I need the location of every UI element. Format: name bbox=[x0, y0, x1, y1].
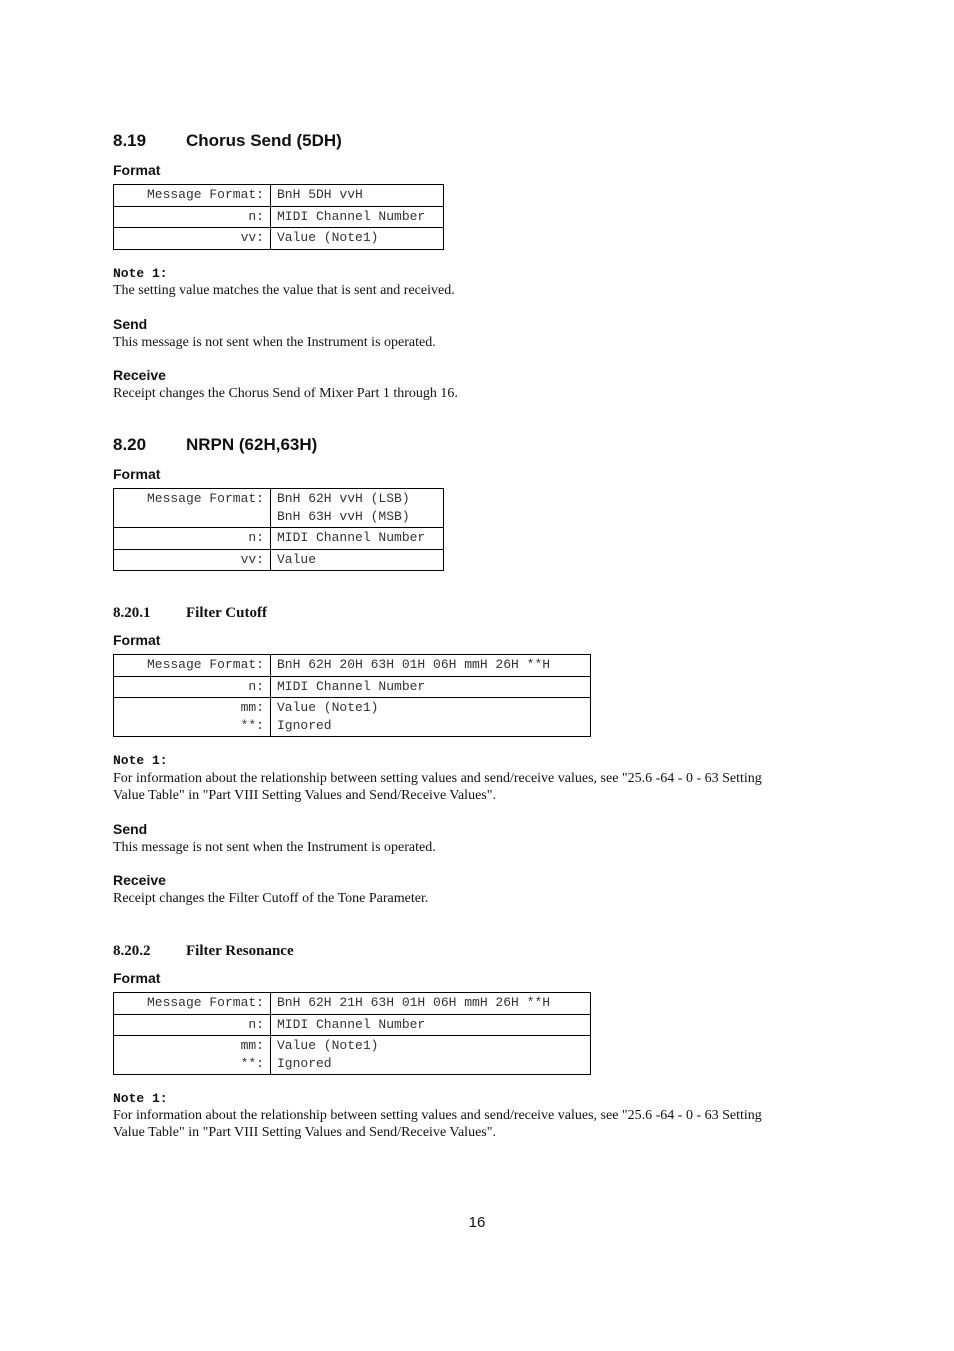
format-label: Format bbox=[113, 632, 161, 648]
table-row bbox=[114, 1014, 591, 1036]
table-row bbox=[114, 228, 444, 250]
table-key: mm: **: bbox=[114, 698, 271, 737]
table-value: Value (Note1) Ignored bbox=[271, 698, 591, 737]
section-title: Filter Cutoff bbox=[186, 605, 267, 621]
table-row bbox=[114, 698, 591, 737]
table-row bbox=[114, 528, 444, 550]
section-heading-8-19 bbox=[113, 131, 342, 151]
table-key: Message Format: bbox=[114, 185, 271, 207]
table-row bbox=[114, 206, 444, 228]
table-key: n: bbox=[114, 528, 271, 550]
section-number: 8.20.1 bbox=[113, 605, 151, 621]
receive-text: Receipt changes the Filter Cutoff of the Tone Parameter. bbox=[113, 891, 429, 906]
table-key: n: bbox=[114, 206, 271, 228]
send-text: This message is not sent when the Instrument is operated. bbox=[113, 840, 436, 855]
table-key: vv: bbox=[114, 228, 271, 250]
table-row bbox=[114, 676, 591, 698]
format-table-nrpn bbox=[113, 488, 444, 571]
section-title: Filter Resonance bbox=[186, 943, 294, 959]
format-table-chorus-send bbox=[113, 184, 444, 250]
table-value: Value bbox=[271, 549, 444, 571]
section-number: 8.20.2 bbox=[113, 943, 151, 959]
table-value: BnH 62H 21H 63H 01H 06H mmH 26H **H bbox=[271, 993, 591, 1015]
table-value: MIDI Channel Number bbox=[271, 1014, 591, 1036]
page-number: 16 bbox=[468, 1214, 486, 1231]
send-label: Send bbox=[113, 821, 148, 837]
note-text: The setting value matches the value that is sent and received. bbox=[113, 283, 455, 298]
note-text: For information about the relationship between setting values and send/receive values, see "25.6 -64 - 0 - 63 Setting Value Table" in "Part VIII Setting Values and Send/Receive Values". bbox=[113, 1108, 762, 1140]
table-row bbox=[114, 489, 444, 528]
note-label: Note 1: bbox=[113, 1091, 168, 1106]
table-value: BnH 5DH vvH bbox=[271, 185, 444, 207]
section-number: 8.19 bbox=[113, 131, 147, 150]
table-value: BnH 62H 20H 63H 01H 06H mmH 26H **H bbox=[271, 655, 591, 677]
table-value: Value (Note1) bbox=[271, 228, 444, 250]
note-label: Note 1: bbox=[113, 266, 168, 281]
section-heading-8-20 bbox=[113, 435, 317, 455]
section-title: NRPN (62H,63H) bbox=[186, 435, 318, 454]
table-key: Message Format: bbox=[114, 489, 271, 528]
table-key: n: bbox=[114, 1014, 271, 1036]
table-value: BnH 62H vvH (LSB) BnH 63H vvH (MSB) bbox=[271, 489, 444, 528]
table-row bbox=[114, 993, 591, 1015]
table-value: Value (Note1) Ignored bbox=[271, 1036, 591, 1075]
table-key: mm: **: bbox=[114, 1036, 271, 1075]
send-text: This message is not sent when the Instrument is operated. bbox=[113, 335, 436, 350]
format-label: Format bbox=[113, 162, 161, 178]
table-key: Message Format: bbox=[114, 655, 271, 677]
format-label: Format bbox=[113, 466, 161, 482]
send-label: Send bbox=[113, 316, 148, 332]
subsection-heading-8-20-2 bbox=[113, 943, 294, 960]
receive-label: Receive bbox=[113, 872, 166, 888]
table-value: MIDI Channel Number bbox=[271, 206, 444, 228]
format-label: Format bbox=[113, 970, 161, 986]
table-row bbox=[114, 655, 591, 677]
table-key: n: bbox=[114, 676, 271, 698]
table-row bbox=[114, 185, 444, 207]
table-key: Message Format: bbox=[114, 993, 271, 1015]
receive-text: Receipt changes the Chorus Send of Mixer Part 1 through 16. bbox=[113, 386, 458, 401]
table-value: MIDI Channel Number bbox=[271, 528, 444, 550]
format-table-filter-cutoff bbox=[113, 654, 591, 737]
section-title: Chorus Send (5DH) bbox=[186, 131, 342, 150]
table-value: MIDI Channel Number bbox=[271, 676, 591, 698]
table-key: vv: bbox=[114, 549, 271, 571]
note-label: Note 1: bbox=[113, 753, 168, 768]
receive-label: Receive bbox=[113, 367, 166, 383]
subsection-heading-8-20-1 bbox=[113, 605, 267, 622]
section-number: 8.20 bbox=[113, 435, 147, 454]
table-row bbox=[114, 549, 444, 571]
note-text: For information about the relationship between setting values and send/receive values, see "25.6 -64 - 0 - 63 Setting Value Table" in "Part VIII Setting Values and Send/Receive Values". bbox=[113, 771, 762, 803]
format-table-filter-resonance bbox=[113, 992, 591, 1075]
table-row bbox=[114, 1036, 591, 1075]
